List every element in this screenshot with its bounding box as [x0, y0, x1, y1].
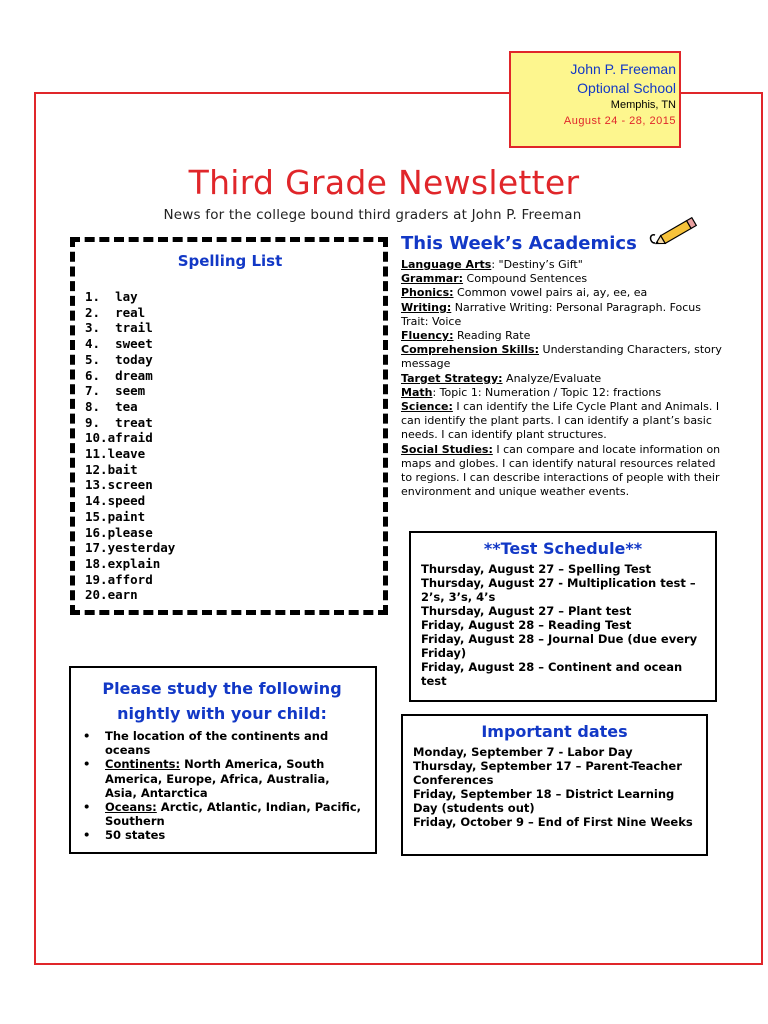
spelling-word: 3. trail: [85, 320, 153, 336]
bullet-icon: •: [83, 757, 91, 772]
school-city: Memphis, TN: [610, 99, 676, 111]
spelling-word: 5. today: [85, 351, 153, 367]
spelling-list-box: [70, 237, 388, 615]
academics-text: Compound Sentences: [466, 272, 588, 286]
academics-label: Language Arts: [401, 258, 492, 271]
academics-sep: :: [491, 258, 499, 271]
spelling-word: 8. tea: [85, 398, 138, 414]
academics-label: Social Studies:: [401, 442, 493, 456]
academics-label: Grammar:: [401, 272, 464, 286]
spelling-word: 4. sweet: [85, 336, 153, 352]
academics-item-grammar: [401, 272, 723, 286]
academics-item-comprehension: [401, 343, 723, 371]
academics-label: Fluency:: [401, 329, 454, 343]
school-info-box: [509, 51, 681, 148]
academics-item-target-strategy: [401, 372, 723, 386]
academics-text: Narrative Writing: Personal Paragraph. Focus Trait: Voice: [401, 300, 701, 328]
important-date-item: Thursday, September 17 – Parent-Teacher Conferences: [413, 759, 682, 787]
study-item-text: North America, South America, Europe, Africa, Australia, Asia, Antarctica: [105, 757, 330, 800]
study-box: [69, 666, 377, 854]
spelling-word: 2. real: [85, 304, 146, 320]
important-date-item: Friday, September 18 – District Learning Day (students out): [413, 787, 675, 815]
spelling-words: [85, 289, 175, 603]
academics-label: Science:: [401, 400, 453, 414]
test-schedule-item: Friday, August 28 – Continent and ocean test: [421, 660, 683, 688]
newsletter-title: Third Grade Newsletter: [188, 163, 580, 202]
bullet-icon: •: [83, 729, 91, 743]
test-schedule-item: Friday, August 28 – Reading Test: [421, 618, 632, 632]
study-item-text: The location of the continents and oceans: [105, 729, 329, 758]
academics-text: Reading Rate: [457, 329, 531, 343]
study-item-label: Continents:: [105, 757, 181, 772]
school-name-line1: John P. Freeman: [570, 61, 676, 77]
academics-label: Writing:: [401, 300, 452, 314]
academics-sep: :: [432, 385, 440, 399]
important-dates-title: Important dates: [481, 722, 628, 741]
test-schedule-box: [409, 531, 717, 702]
study-item-label: Oceans:: [105, 800, 157, 815]
academics-text: "Destiny’s Gift": [498, 258, 583, 271]
study-item: [83, 729, 363, 758]
academics-label: Math: [401, 385, 433, 399]
important-dates-box: [401, 714, 708, 856]
newsletter-dates: August 24 - 28, 2015: [563, 115, 676, 127]
academics-item-fluency: [401, 329, 723, 343]
academics-text: I can compare and locate information on maps and globes. I can identify natural resources related to regions. I can describe interactions of people with their environment and unique weather events.: [401, 442, 721, 499]
test-schedule-item: Friday, August 28 – Journal Due (due every Friday): [421, 632, 698, 660]
spelling-word: 9. treat: [85, 414, 153, 430]
test-schedule-title: **Test Schedule**: [483, 539, 643, 558]
academics-item-phonics: [401, 286, 723, 300]
spelling-word: 13.screen: [85, 477, 153, 493]
academics-item-writing: [401, 301, 723, 329]
spelling-word: 15.paint: [85, 508, 146, 524]
spelling-word: 17.yesterday: [85, 540, 176, 556]
study-list: [81, 729, 363, 843]
academics-text: Common vowel pairs ai, ay, ee, ea: [457, 286, 648, 300]
bullet-icon: •: [83, 800, 91, 815]
academics-label: Phonics:: [401, 286, 454, 300]
test-schedule-item: Thursday, August 27 – Plant test: [421, 604, 632, 618]
spelling-list-title: Spelling List: [177, 252, 283, 270]
spelling-word: 14.speed: [85, 493, 146, 509]
spelling-word: 12.bait: [85, 461, 138, 477]
academics-text: Topic 1: Numeration / Topic 12: fractions: [439, 385, 662, 399]
academics-title: This Week’s Academics: [401, 233, 637, 254]
spelling-word: 19.afford: [85, 571, 153, 587]
study-item: [83, 828, 363, 843]
study-item-text: Arctic, Atlantic, Indian, Pacific, Southern: [105, 800, 362, 829]
academics-item-math: [401, 386, 723, 400]
spelling-word: 20.earn: [85, 587, 138, 603]
bullet-icon: •: [83, 828, 91, 843]
test-schedule-item: Thursday, August 27 – Spelling Test: [421, 562, 651, 576]
study-title-line1: Please study the following: [102, 679, 342, 698]
spelling-word: 6. dream: [85, 367, 153, 383]
spelling-word: 10.afraid: [85, 430, 153, 446]
spelling-word: 18.explain: [85, 555, 161, 571]
school-name-line2: Optional School: [577, 80, 676, 96]
study-item-text: 50 states: [105, 828, 166, 843]
academics-section: [401, 233, 723, 499]
academics-text: Analyze/Evaluate: [506, 371, 602, 385]
study-item: [83, 800, 363, 829]
test-schedule-item: Thursday, August 27 - Multiplication test – 2’s, 3’s, 4’s: [421, 576, 696, 604]
important-date-item: Friday, October 9 – End of First Nine Weeks: [413, 815, 693, 829]
spelling-word: 11.leave: [85, 446, 146, 462]
newsletter-subtitle: News for the college bound third graders at John P. Freeman: [163, 207, 582, 223]
spelling-word: 1. lay: [85, 289, 138, 304]
study-item: [83, 757, 363, 800]
academics-label: Comprehension Skills:: [401, 343, 540, 357]
study-title: [81, 676, 363, 726]
spelling-word: 16.please: [85, 524, 153, 540]
study-title-line2: nightly with your child:: [117, 704, 327, 723]
academics-text: Understanding Characters, story message: [401, 343, 722, 371]
academics-item-language-arts: [401, 258, 723, 272]
academics-label: Target Strategy:: [401, 371, 503, 385]
important-date-item: Monday, September 7 - Labor Day: [413, 745, 633, 759]
spelling-word: 7. seem: [85, 383, 146, 399]
academics-item-social-studies: [401, 443, 723, 500]
academics-text: I can identify the Life Cycle Plant and Animals. I can identify the plant parts. I can identify a plant’s basic needs. I can identify plant structures.: [401, 400, 720, 442]
academics-item-science: [401, 400, 723, 443]
